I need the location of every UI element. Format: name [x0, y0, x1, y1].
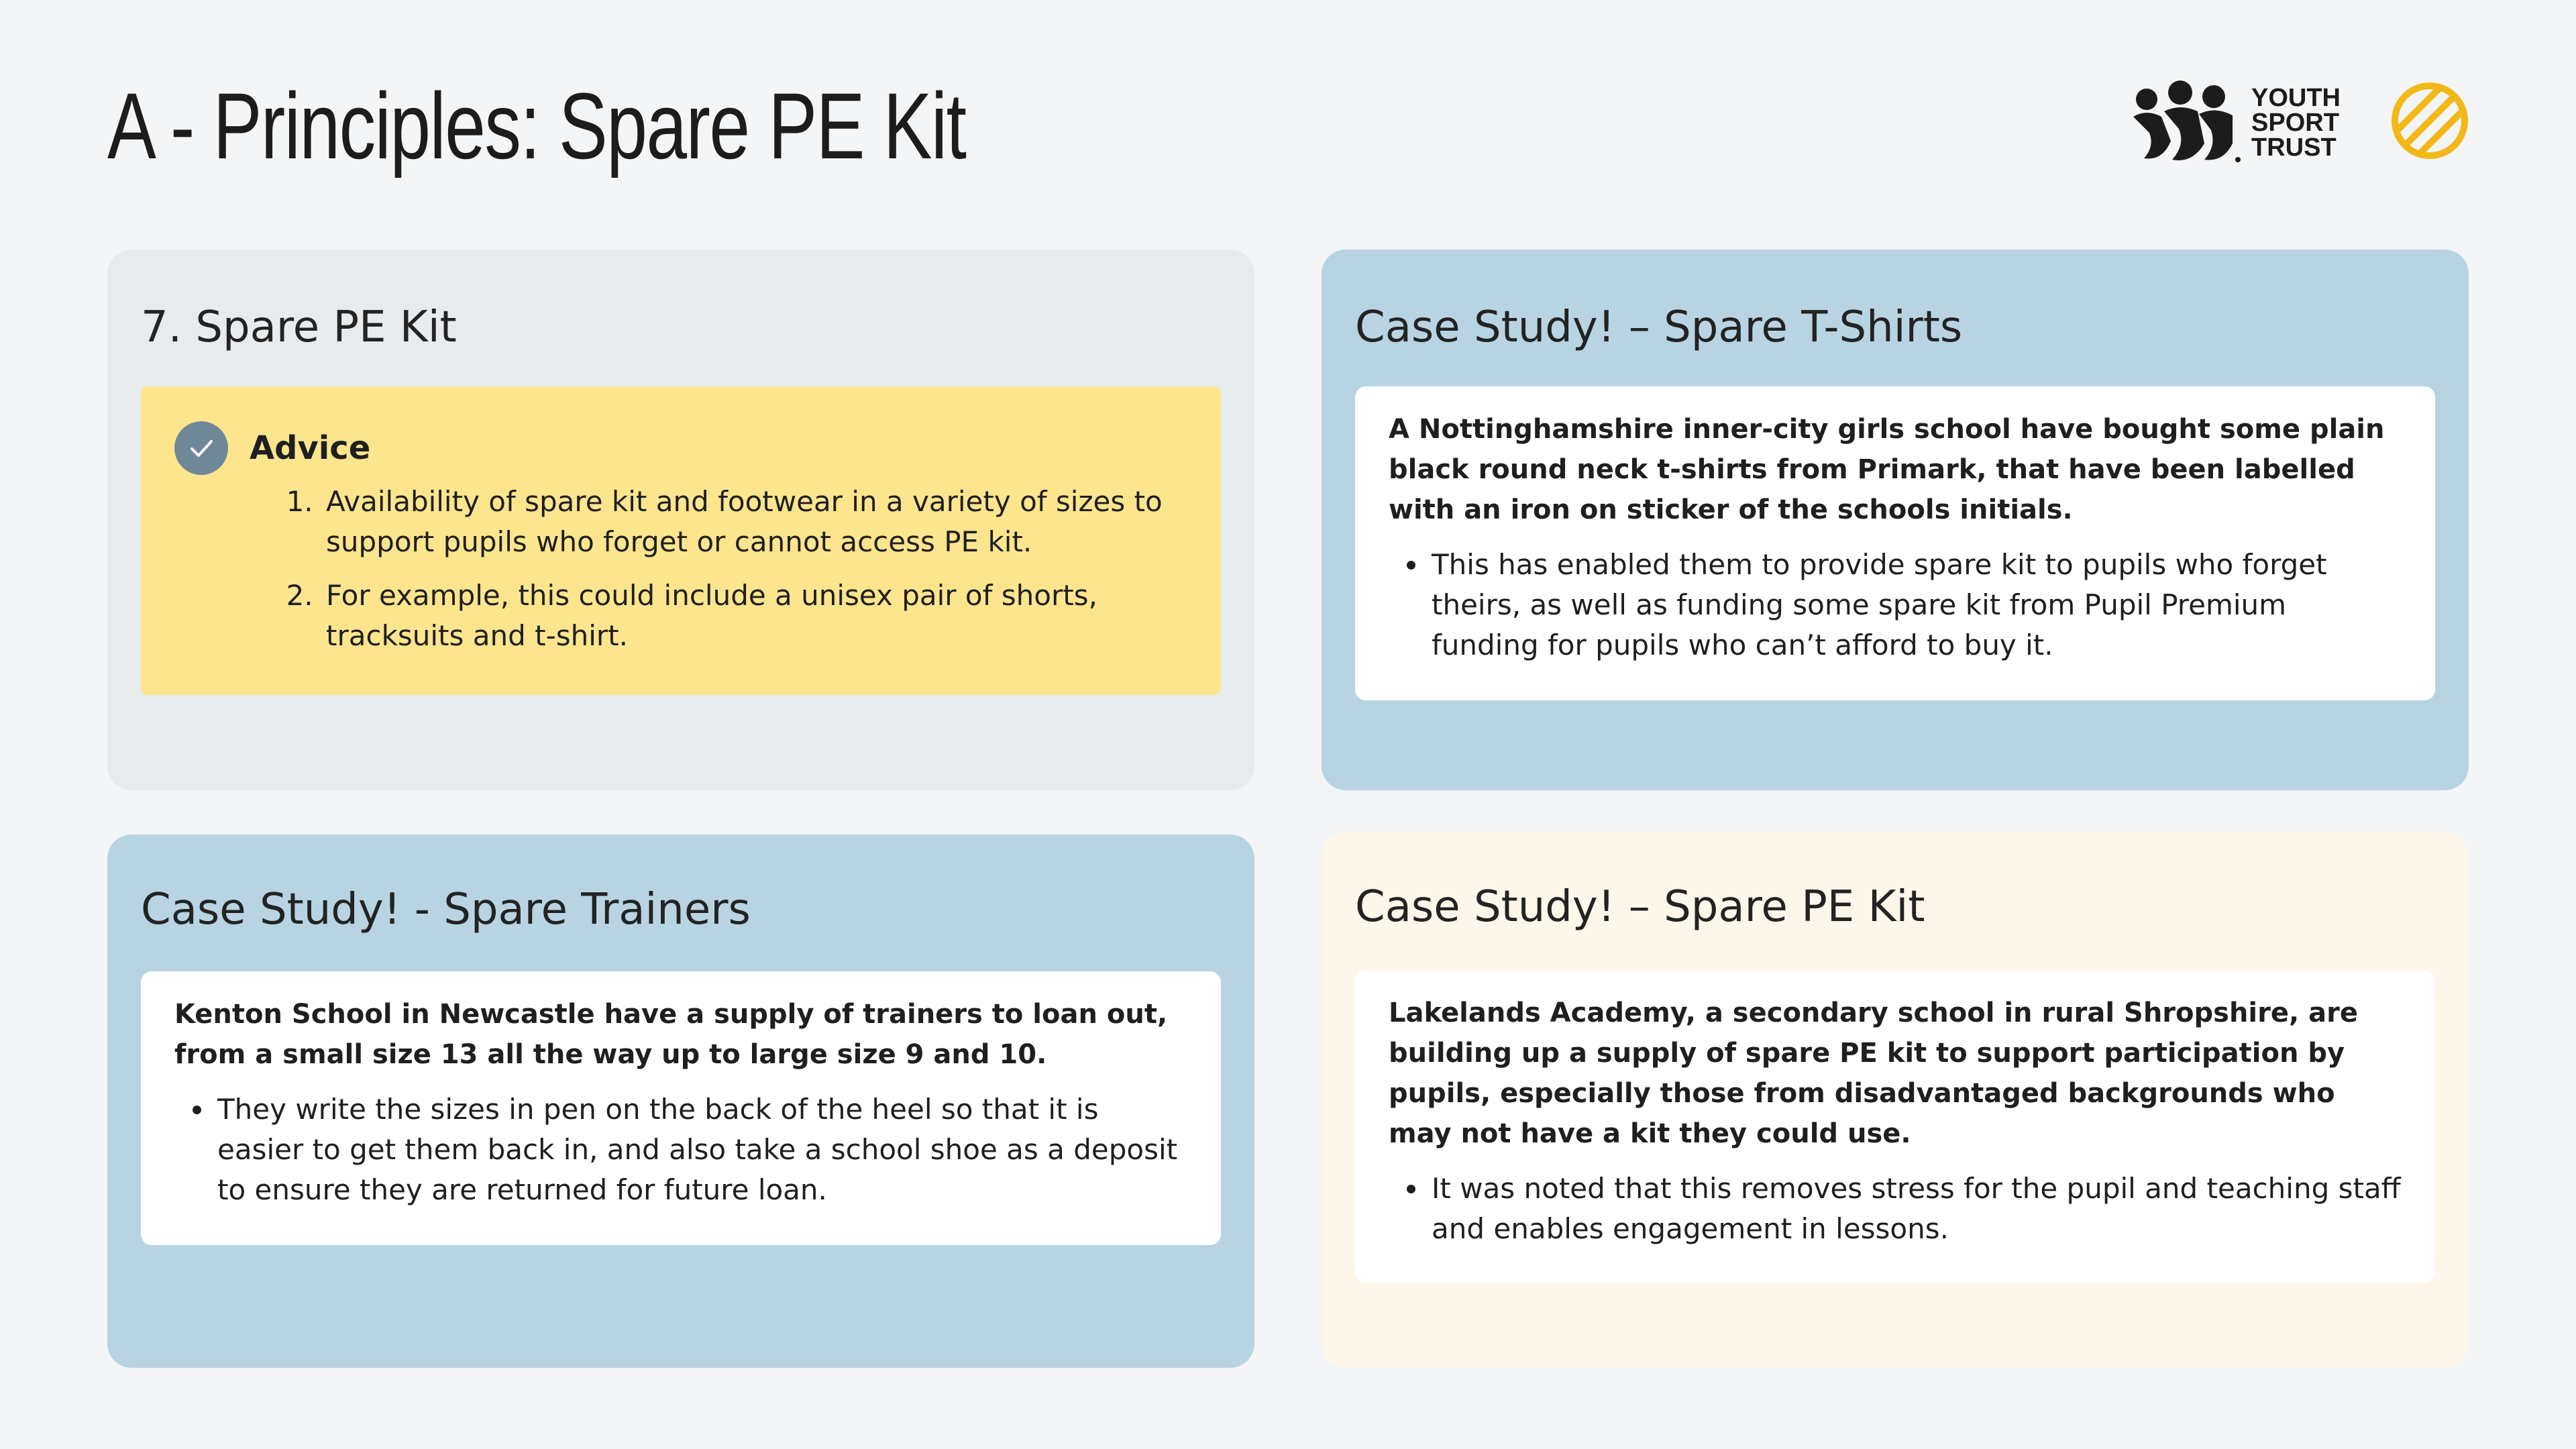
case-study-card: [1355, 970, 2435, 1283]
case-study-pekit-panel: [1322, 832, 2469, 1368]
striped-circle-logo-icon: [2388, 79, 2471, 162]
list-item: • This has enabled them to provide spare kit to pupils who forget theirs, as well as funding some spare kit from Pupil Premium funding for pupils who can’t afford to buy it.: [1429, 545, 2402, 665]
people-figures-icon: [2132, 79, 2246, 165]
case-study-lead: Lakelands Academy, a secondary school in rural Shropshire, are building up a supply of spare PE kit to support participation by pupils, especially those from disadvantaged backgrounds who may not have a kit they could use.: [1389, 998, 2358, 1149]
logo-text-line: YOUTH: [2251, 84, 2341, 112]
advice-label: Advice: [250, 429, 371, 467]
advice-list: [174, 482, 1181, 656]
page-title: A - Principles: Spare PE Kit: [107, 73, 966, 178]
logo-text-line: TRUST: [2251, 133, 2337, 162]
case-study-card: [141, 971, 1221, 1245]
panel-title: 7. Spare PE Kit: [141, 303, 457, 352]
advice-panel: [107, 250, 1254, 790]
case-study-points: [1389, 1169, 2402, 1249]
list-item: 1. Availability of spare kit and footwear in a variety of sizes to support pupils who forget or cannot access PE kit.: [322, 482, 1181, 562]
case-study-trainers-panel: [107, 835, 1254, 1368]
case-study-lead: A Nottinghamshire inner-city girls school have bought some plain black round neck t-shirts from Primark, that have been labelled with an iron on sticker of the schools initials.: [1389, 414, 2385, 525]
case-study-card: [1355, 386, 2435, 700]
list-item: 2. For example, this could include a unisex pair of shorts, tracksuits and t-shirt.: [322, 576, 1181, 656]
check-icon: [174, 421, 228, 475]
case-study-tshirts-panel: [1322, 250, 2469, 790]
case-study-lead: Kenton School in Newcastle have a supply of trainers to loan out, from a small size 13 all the way up to large size 9 and 10.: [174, 999, 1168, 1070]
panel-title: Case Study! - Spare Trainers: [141, 885, 751, 934]
case-study-points: [174, 1089, 1187, 1210]
logo-text-line: SPORT: [2251, 109, 2339, 137]
case-study-points: [1389, 545, 2402, 665]
list-item: • They write the sizes in pen on the back of the heel so that it is easier to get them back in, and also take a school shoe as a deposit to ensure they are returned for future loan.: [215, 1089, 1187, 1210]
panel-title: Case Study! – Spare PE Kit: [1355, 882, 1925, 932]
youth-sport-trust-logo: [2132, 79, 2340, 166]
panel-title: Case Study! – Spare T-Shirts: [1355, 303, 1963, 352]
list-item: • It was noted that this removes stress for the pupil and teaching staff and enables engagement in lessons.: [1429, 1169, 2402, 1249]
advice-box: [141, 386, 1221, 695]
